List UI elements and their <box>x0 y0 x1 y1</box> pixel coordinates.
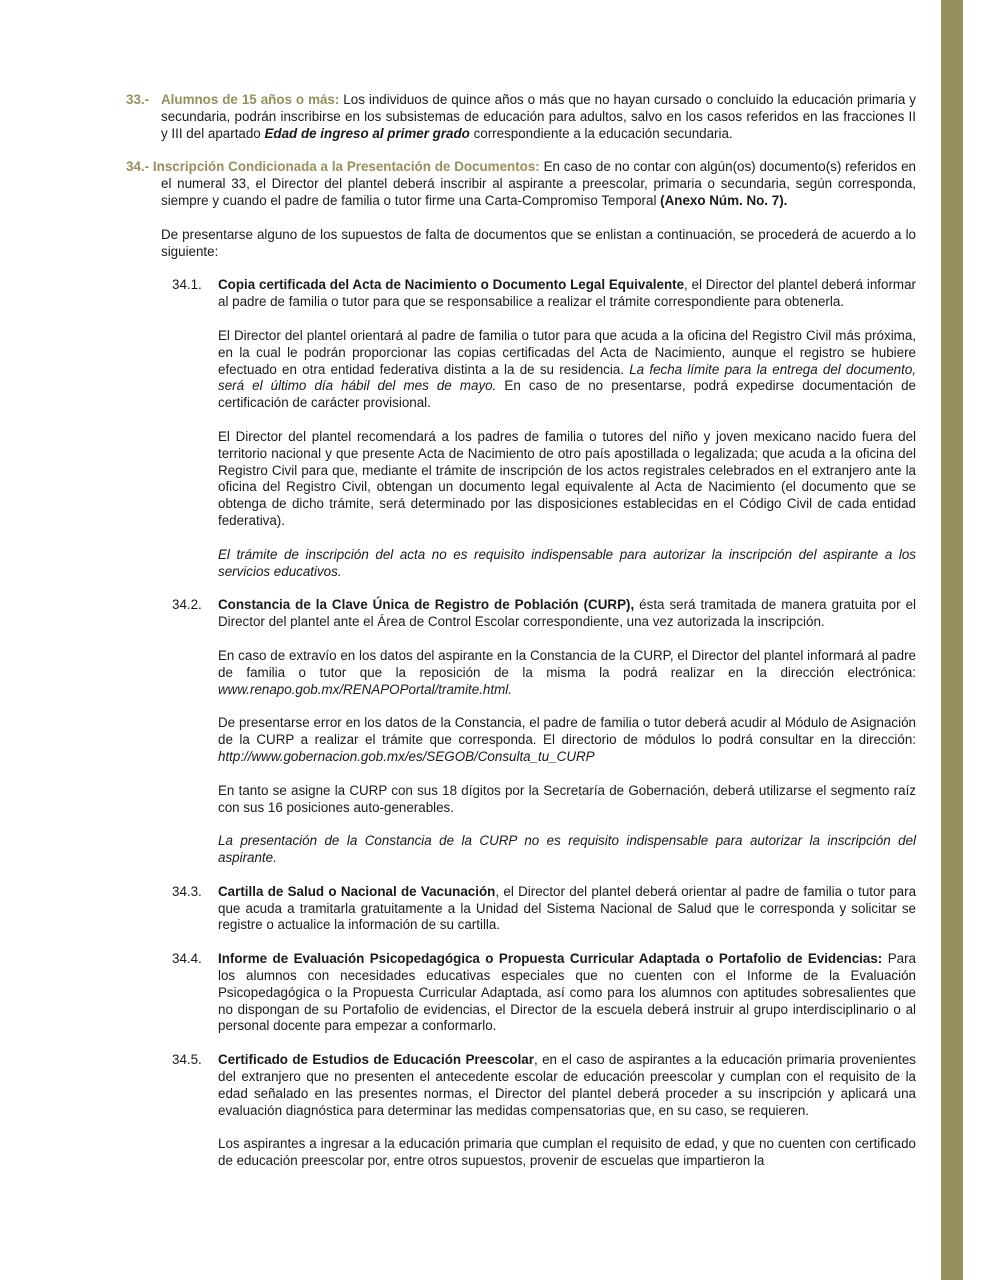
paragraph <box>218 277 916 311</box>
body-text: , el Director del plantel deberá informar al padre de familia o tutor para que se responsabilice a realizar el trámite correspondiente para obtenerla. <box>218 277 916 310</box>
subsection-number: 34.1. <box>172 277 202 293</box>
gobernacion-link[interactable]: http://www.gobernacion.gob.mx/es/SEGOB/Consulta_tu_CURP <box>218 748 595 764</box>
italic-text: El trámite de inscripción del acta no es requisito indispensable para autorizar la inscripción del aspirante a los servicios educativos. <box>218 546 916 579</box>
section-34-text <box>126 159 916 209</box>
paragraph <box>218 951 916 1035</box>
note-paragraph <box>218 833 916 867</box>
body-text: En caso de no presentarse, podrá expedirse documentación de certificación de carácter provisional. <box>218 378 916 411</box>
paragraph <box>218 328 916 412</box>
document-page <box>126 92 916 1170</box>
subsection-34-1 <box>126 277 916 580</box>
subsection-title: Certificado de Estudios de Educación Preescolar <box>218 1052 534 1068</box>
body-text: En caso de no contar con algún(os) documento(s) referidos en el numeral 33, el Director del plantel deberá inscribir al aspirante a preescolar, primaria o secundaria, según corresponda, siempre y cuando el padre de familia o tutor firme una Carta-Compromiso Temporal <box>161 159 916 208</box>
section-34 <box>126 159 916 209</box>
subsection-number: 34.2. <box>172 597 202 613</box>
body-text: , el Director del plantel deberá orientar al padre de familia o tutor para que acuda a tramitarla gratuitamente a la Unidad del Sistema Nacional de Salud que le corresponda y solicitar se registre o actualice la información de su cartilla. <box>218 883 917 933</box>
renapo-link[interactable]: www.renapo.gob.mx/RENAPOPortal/tramite.html. <box>218 681 512 697</box>
subsection-number: 34.4. <box>172 951 202 967</box>
subsection-number: 34.5. <box>172 1052 202 1068</box>
paragraph: Los aspirantes a ingresar a la educación primaria que cumplan el requisito de edad, y que no cuenten con certificado de educación preescolar por, entre otros supuestos, provenir de escuelas que impartieron la <box>218 1136 916 1169</box>
body-text: De presentarse error en los datos de la Constancia, el padre de familia o tutor deberá acudir al Módulo de Asignación de la CURP a realizar el trámite que corresponda. El directorio de módulos lo podrá consultar en la dirección: <box>218 715 916 748</box>
subsection-34-2 <box>126 597 916 867</box>
section-34-intro: De presentarse alguno de los supuestos de falta de documentos que se enlistan a continuación, se procederá de acuerdo a lo siguiente: <box>161 226 916 259</box>
subsection-34-5 <box>126 1052 916 1170</box>
paragraph: En tanto se asigne la CURP con sus 18 dígitos por la Secretaría de Gobernación, deberá utilizarse el segmento raíz con sus 16 posiciones auto-generables. <box>218 782 916 815</box>
body-text: correspondiente a la educación secundaria. <box>469 125 733 141</box>
subsection-title: Cartilla de Salud o Nacional de Vacunación <box>218 883 496 899</box>
body-text: , en el caso de aspirantes a la educación primaria provenientes del extranjero que no presenten el antecedente escolar de educación preescolar y cumplan con el requisito de la edad señalado en las presentes normas, el Director del plantel deberá proceder a su inscripción y aplicará una evaluación diagnóstica para determinar las medidas compensatorias que, en su caso, se requieren. <box>218 1052 916 1118</box>
emphasis-text: Edad de ingreso al primer grado <box>264 125 470 141</box>
subsection-title: Copia certificada del Acta de Nacimiento o Documento Legal Equivalente <box>218 277 685 293</box>
subsection-title: Constancia de la Clave Única de Registro de Población (CURP), <box>218 597 635 613</box>
paragraph: El Director del plantel recomendará a los padres de familia o tutores del niño y joven mexicano nacido fuera del territorio nacional y que presente Acta de Nacimiento de otro país apostillada o legalizada; que acuda a la oficina del Registro Civil para que, mediante el trámite de inscripción de los actos registrales celebrados en el extranjero ante la oficina del Registro Civil, obtengan un documento legal equivalente al Acta de Nacimiento (el documento que se obtenga de dicho trámite, será determinado por las disposiciones establecidas en el Código Civil de cada entidad federativa). <box>218 428 916 528</box>
section-33 <box>126 92 916 142</box>
section-number: 33.- <box>126 92 150 107</box>
section-title: Inscripción Condicionada a la Presentación de Documentos: <box>152 159 540 175</box>
body-text: En caso de extravío en los datos del aspirante en la Constancia de la CURP, el Director del plantel informará al padre de familia o tutor que la reposición de la misma la podrá realizar en la dirección electrónica: <box>218 647 916 680</box>
note-paragraph <box>218 547 916 581</box>
subsection-number: 34.3. <box>172 883 202 899</box>
paragraph <box>218 884 916 934</box>
italic-text: La presentación de la Constancia de la CURP no es requisito indispensable para autorizar la inscripción del aspirante. <box>218 833 916 866</box>
section-33-text <box>161 92 916 142</box>
body-text: El Director del plantel orientará al padre de familia o tutor para que acuda a la oficina del Registro Civil más próxima, en la cual le podrán proporcionar las copias certificadas del Acta de Nacimiento, aunque el registro se hubiere efectuado en otra entidad federativa distinta a la de su residencia. <box>218 327 916 377</box>
subsection-title: Informe de Evaluación Psicopedagógica o Propuesta Curricular Adaptada o Portafolio de Evidencias: <box>218 951 883 967</box>
subsection-34-4 <box>126 951 916 1035</box>
paragraph <box>218 648 916 698</box>
section-title: Alumnos de 15 años o más: <box>161 92 340 107</box>
annex-reference: (Anexo Núm. No. 7). <box>660 192 788 208</box>
body-text: ésta será tramitada de manera gratuita por el Director del plantel ante el Área de Control Escolar correspondiente, una vez autorizada la inscripción. <box>218 597 916 630</box>
subsection-34-3 <box>126 884 916 934</box>
body-text: Para los alumnos con necesidades educativas especiales que no cuenten con el Informe de la Evaluación Psicopedagógica o la Propuesta Curricular Adaptada, así como para los alumnos con aptitudes sobresalientes que no dispongan de su Portafolio de evidencias, el Director de la escuela deberá instruir al grupo interdisciplinario o al personal docente para empezar a conformarlo. <box>218 951 916 1034</box>
paragraph <box>218 1052 916 1119</box>
paragraph <box>218 715 916 765</box>
body-text: Los individuos de quince años o más que no hayan cursado o concluido la educación primaria y secundaria, podrán inscribirse en los subsistemas de educación para adultos, salvo en los casos referidos en las fracciones II y III del apartado <box>161 92 916 141</box>
decorative-side-bar <box>941 0 963 1280</box>
italic-text: La fecha límite para la entrega del documento, será el último día hábil del mes de mayo. <box>218 361 916 394</box>
section-number: 34.- <box>126 159 150 175</box>
paragraph <box>218 597 916 631</box>
